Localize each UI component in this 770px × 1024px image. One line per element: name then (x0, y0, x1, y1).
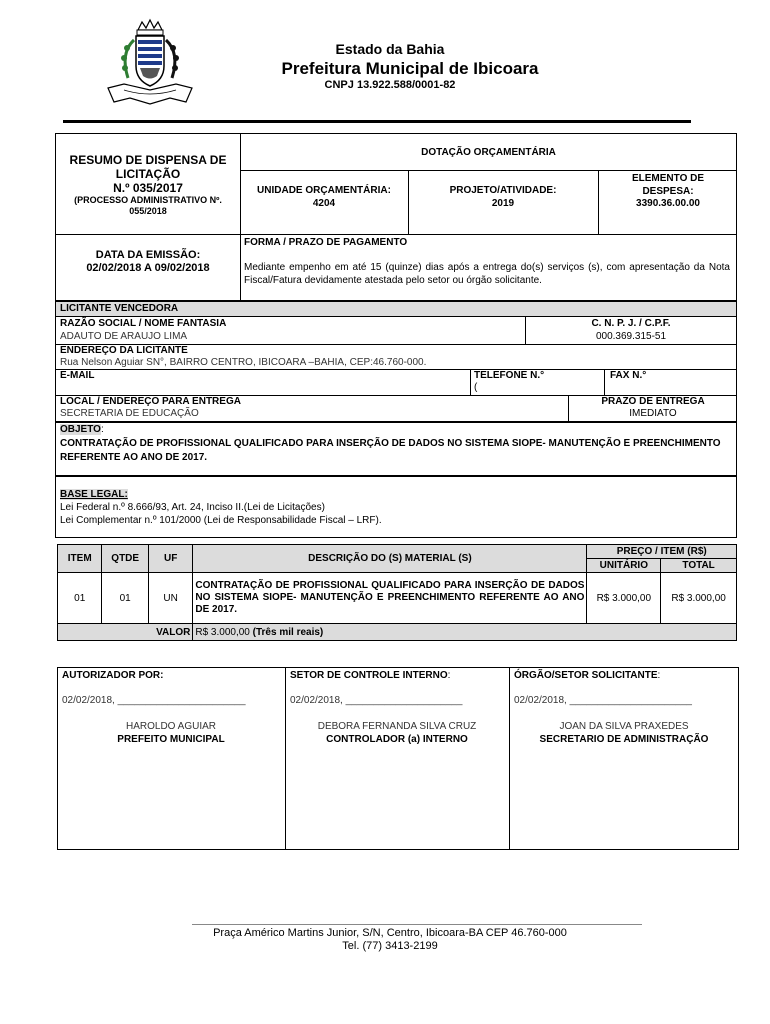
email-divider (470, 369, 471, 395)
controle-name: DEBORA FERNANDA SILVA CRUZ (317, 721, 477, 732)
telefone-label: TELEFONE N.° (474, 370, 545, 381)
controle-role: CONTROLADOR (a) INTERNO (326, 734, 468, 745)
valor-row (58, 624, 737, 641)
emissao-label: DATA DA EMISSÃO: (95, 249, 201, 261)
objeto-label-text: OBJETO (60, 424, 101, 435)
unidade-label: UNIDADE ORÇAMENTÁRIA: (257, 185, 391, 196)
valor-words: (Três mil reais) (252, 626, 324, 638)
projeto-value: 2019 (491, 198, 515, 209)
autorizador-date: 02/02/2018, _______________________ (62, 695, 246, 706)
cnpj-label: C. N. P. J. / C.P.F. (591, 318, 671, 329)
summary-title: RESUMO DE DISPENSA DE LICITAÇÃO (69, 153, 227, 181)
summary-divider (240, 133, 241, 301)
objeto-label (60, 424, 104, 435)
items-header-row (58, 545, 737, 559)
row-total: R$ 3.000,00 (661, 573, 737, 624)
col-desc: DESCRIÇÃO DO (S) MATERIAL (S) (193, 545, 587, 573)
autorizador-label: AUTORIZADOR POR: (62, 670, 164, 681)
pagamento-label: FORMA / PRAZO DE PAGAMENTO (244, 237, 408, 248)
orgao-label (514, 670, 660, 681)
prefecture-name: Prefeitura Municipal de Ibicoara (281, 59, 539, 78)
controle-label (290, 670, 450, 681)
controle-colon: : (447, 670, 451, 681)
header-divider (63, 120, 691, 123)
col-item: ITEM (58, 545, 102, 573)
row-desc: CONTRATAÇÃO DE PROFISSIONAL QUALIFICADO PARA INSERÇÃO DE DADOS NO SISTEMA SIOPE- MANUTENÇÃO E PREENCHIMENTO REFERENTE AO ANO DE 2017. (193, 573, 587, 624)
base-legal-line2: Lei Complementar n.º 101/2000 (Lei de Responsabilidade Fiscal – LRF). (60, 515, 382, 526)
prefecture-cnpj: CNPJ 13.922.588/0001-82 (324, 79, 456, 91)
licitante-title: LICITANTE VENCEDORA (60, 303, 179, 314)
pagamento-text: Mediante empenho em até 15 (quinze) dias após a entrega do(s) serviços (s), com apresentação da Nota Fiscal/Fatura devidamente atestada pelo setor ou órgão solicitante. (244, 262, 730, 286)
col-uf: UF (148, 545, 192, 573)
row-item: 01 (58, 573, 102, 624)
valor-label: VALOR (58, 624, 193, 641)
prazo-value: IMEDIATO (629, 408, 677, 419)
local-value: SECRETARIA DE EDUCAÇÃO (60, 408, 199, 419)
elemento-value: 3390.36.00.00 (636, 198, 700, 209)
state-name: Estado da Bahia (335, 41, 445, 57)
prazo-label: PRAZO DE ENTREGA (601, 396, 705, 407)
row-uf: UN (148, 573, 192, 624)
summary-number: N.º 035/2017 (113, 181, 183, 195)
controle-date: 02/02/2018, _____________________ (290, 695, 463, 706)
base-legal-label: BASE LEGAL: (60, 489, 128, 500)
table-row (58, 573, 737, 624)
objeto-text: CONTRATAÇÃO DE PROFISSIONAL QUALIFICADO PARA INSERÇÃO DE DADOS NO SISTEMA SIOPE- MANUTENÇÃO E PREENCHIMENTO REFERENTE AO ANO DE 2017. (60, 438, 721, 463)
orgao-role: SECRETARIO DE ADMINISTRAÇÃO (539, 734, 709, 745)
elemento-label: ELEMENTO DE DESPESA: (631, 173, 705, 197)
email-label: E-MAIL (60, 370, 95, 381)
licitante-line-1 (55, 316, 737, 317)
fax-divider (604, 369, 605, 395)
col-qtde: QTDE (102, 545, 148, 573)
fax-label: FAX N.° (610, 370, 647, 381)
emissao-value: 02/02/2018 A 09/02/2018 (86, 262, 210, 274)
endereco-label: ENDEREÇO DA LICITANTE (60, 345, 188, 356)
endereco-value: Rua Nelson Aguiar SN°, BAIRRO CENTRO, IBICOARA –BAHIA, CEP:46.760-000. (60, 357, 427, 368)
projeto-label: PROJETO/ATIVIDADE: (449, 185, 557, 196)
base-legal-line1: Lei Federal n.º 8.666/93, Art. 24, Inciso II.(Lei de Licitações) (60, 502, 325, 513)
summary-row-divider (55, 234, 737, 235)
row-unit: R$ 3.000,00 (587, 573, 661, 624)
col-total: TOTAL (661, 559, 737, 573)
cnpj-value: 000.369.315-51 (595, 331, 667, 342)
prazo-divider (568, 395, 569, 422)
col-unit: UNITÁRIO (587, 559, 661, 573)
razao-divider (525, 316, 526, 344)
telefone-value: ( (474, 382, 478, 393)
dotacao-col-divider-2 (598, 170, 599, 234)
objeto-colon: : (100, 424, 104, 435)
row-qtde: 01 (102, 573, 148, 624)
footer-phone: Tel. (77) 3413-2199 (342, 940, 438, 952)
summary-process: (PROCESSO ADMINISTRATIVO Nº. 055/2018 (74, 195, 222, 216)
items-table (57, 544, 737, 641)
sig-divider-1 (285, 667, 286, 850)
dotacao-col-divider-1 (408, 170, 409, 234)
footer-divider (192, 924, 642, 925)
autorizador-name: HAROLDO AGUIAR (125, 721, 217, 732)
orgao-colon: : (657, 670, 661, 681)
autorizador-role: PREFEITO MUNICIPAL (117, 734, 225, 745)
orgao-label-text: ÓRGÃO/SETOR SOLICITANTE (514, 670, 658, 681)
valor-value: R$ 3.000,00 (195, 626, 250, 638)
local-label: LOCAL / ENDEREÇO PARA ENTREGA (60, 396, 241, 407)
col-preco: PREÇO / ITEM (R$) (587, 545, 737, 559)
controle-label-text: SETOR DE CONTROLE INTERNO (290, 670, 448, 681)
valor-cell (193, 624, 737, 641)
razao-label: RAZÃO SOCIAL / NOME FANTASIA (60, 318, 227, 329)
unidade-value: 4204 (312, 198, 336, 209)
dotacao-title-divider (240, 170, 737, 171)
razao-value: ADAUTO DE ARAUJO LIMA (60, 331, 188, 342)
dotacao-title: DOTAÇÃO ORÇAMENTÁRIA (421, 147, 556, 158)
orgao-date: 02/02/2018, ______________________ (514, 695, 692, 706)
sig-divider-2 (509, 667, 510, 850)
footer-address: Praça Américo Martins Junior, S/N, Centro, Ibicoara-BA CEP 46.760-000 (213, 927, 567, 939)
orgao-name: JOAN DA SILVA PRAXEDES (559, 721, 689, 732)
coat-of-arms-emblem (100, 18, 200, 110)
